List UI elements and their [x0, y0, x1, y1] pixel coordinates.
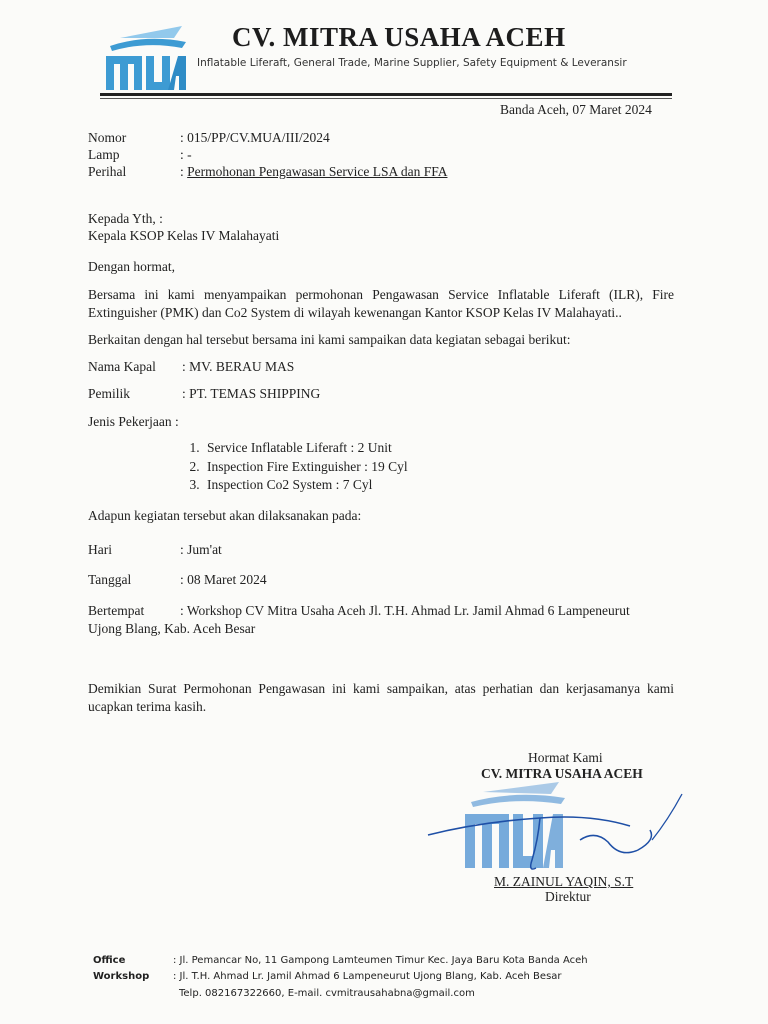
recipient-line-1: Kepada Yth, :	[88, 211, 163, 226]
lamp-value: : -	[180, 147, 192, 162]
perihal-prefix: :	[180, 164, 188, 179]
vessel-name-label: Nama Kapal	[88, 359, 156, 374]
list-item: 1. Service Inflatable Liferaft : 2 Unit	[203, 439, 408, 458]
footer-contact: Telp. 082167322660, E-mail. cvmitrausahabna@gmail.com	[179, 988, 475, 999]
day-label: Hari	[88, 542, 112, 557]
list-item: 3. Inspection Co2 System : 7 Cyl	[203, 476, 408, 495]
place-value-line-1: : Workshop CV Mitra Usaha Aceh Jl. T.H. Ahmad Lr. Jamil Ahmad 6 Lampeneurut	[180, 603, 630, 618]
vessel-owner-value: : PT. TEMAS SHIPPING	[182, 386, 321, 401]
paragraph-2: Berkaitan dengan hal tersebut bersama ini kami sampaikan data kegiatan sebagai berikut:	[88, 332, 571, 347]
footer-workshop-value: : Jl. T.H. Ahmad Lr. Jamil Ahmad 6 Lampeneurut Ujong Blang, Kab. Aceh Besar	[173, 971, 562, 982]
company-tagline: Inflatable Liferaft, General Trade, Marine Supplier, Safety Equipment & Leveransir	[197, 57, 627, 69]
schedule-intro: Adapun kegiatan tersebut akan dilaksanakan pada:	[88, 508, 362, 523]
signature-company: CV. MITRA USAHA ACEH	[481, 766, 643, 781]
letter-date: Banda Aceh, 07 Maret 2024	[500, 102, 652, 117]
work-label: Jenis Pekerjaan :	[88, 414, 179, 429]
footer-office-value: : Jl. Pemancar No, 11 Gampong Lamteumen Timur Kec. Jaya Baru Kota Banda Aceh	[173, 955, 588, 966]
greeting: Dengan hormat,	[88, 259, 175, 274]
lamp-label: Lamp	[88, 147, 120, 162]
perihal-value	[180, 163, 447, 180]
letterhead-rule	[100, 93, 672, 96]
date-label: Tanggal	[88, 572, 132, 587]
vessel-owner-label: Pemilik	[88, 386, 131, 401]
signatory-title: Direktur	[545, 889, 591, 904]
regards: Hormat Kami	[528, 750, 603, 765]
paragraph-1: Bersama ini kami menyampaikan permohonan Pengawasan Service Inflatable Liferaft (ILR), Fire Extinguisher (PMK) dan Co2 System di wilayah kewenangan Kantor KSOP Kelas IV Malahayati..	[88, 287, 674, 320]
company-logo	[98, 16, 190, 96]
work-list	[185, 439, 408, 495]
list-item: 2. Inspection Fire Extinguisher : 19 Cyl	[203, 458, 408, 477]
date-value: : 08 Maret 2024	[180, 572, 267, 587]
place-value-line-2: Ujong Blang, Kab. Aceh Besar	[88, 621, 256, 636]
nomor-label: Nomor	[88, 130, 127, 145]
perihal-subject: Permohonan Pengawasan Service LSA dan FFA	[187, 164, 448, 179]
vessel-name-value: : MV. BERAU MAS	[182, 359, 295, 374]
recipient-line-2: Kepala KSOP Kelas IV Malahayati	[88, 228, 280, 243]
closing-paragraph: Demikian Surat Permohonan Pengawasan ini kami sampaikan, atas perhatian dan kerjasamanya kami ucapkan terima kasih.	[88, 681, 674, 714]
company-name: CV. MITRA USAHA ACEH	[232, 22, 566, 52]
place-label: Bertempat	[88, 603, 145, 618]
footer-workshop-label: Workshop	[93, 971, 150, 982]
perihal-label: Perihal	[88, 164, 127, 179]
letterhead-rule-thin	[100, 98, 672, 99]
footer-office-label: Office	[93, 955, 126, 966]
nomor-value: : 015/PP/CV.MUA/III/2024	[180, 130, 330, 145]
signatory-name: M. ZAINUL YAQIN, S.T	[494, 874, 634, 889]
day-value: : Jum'at	[180, 542, 222, 557]
